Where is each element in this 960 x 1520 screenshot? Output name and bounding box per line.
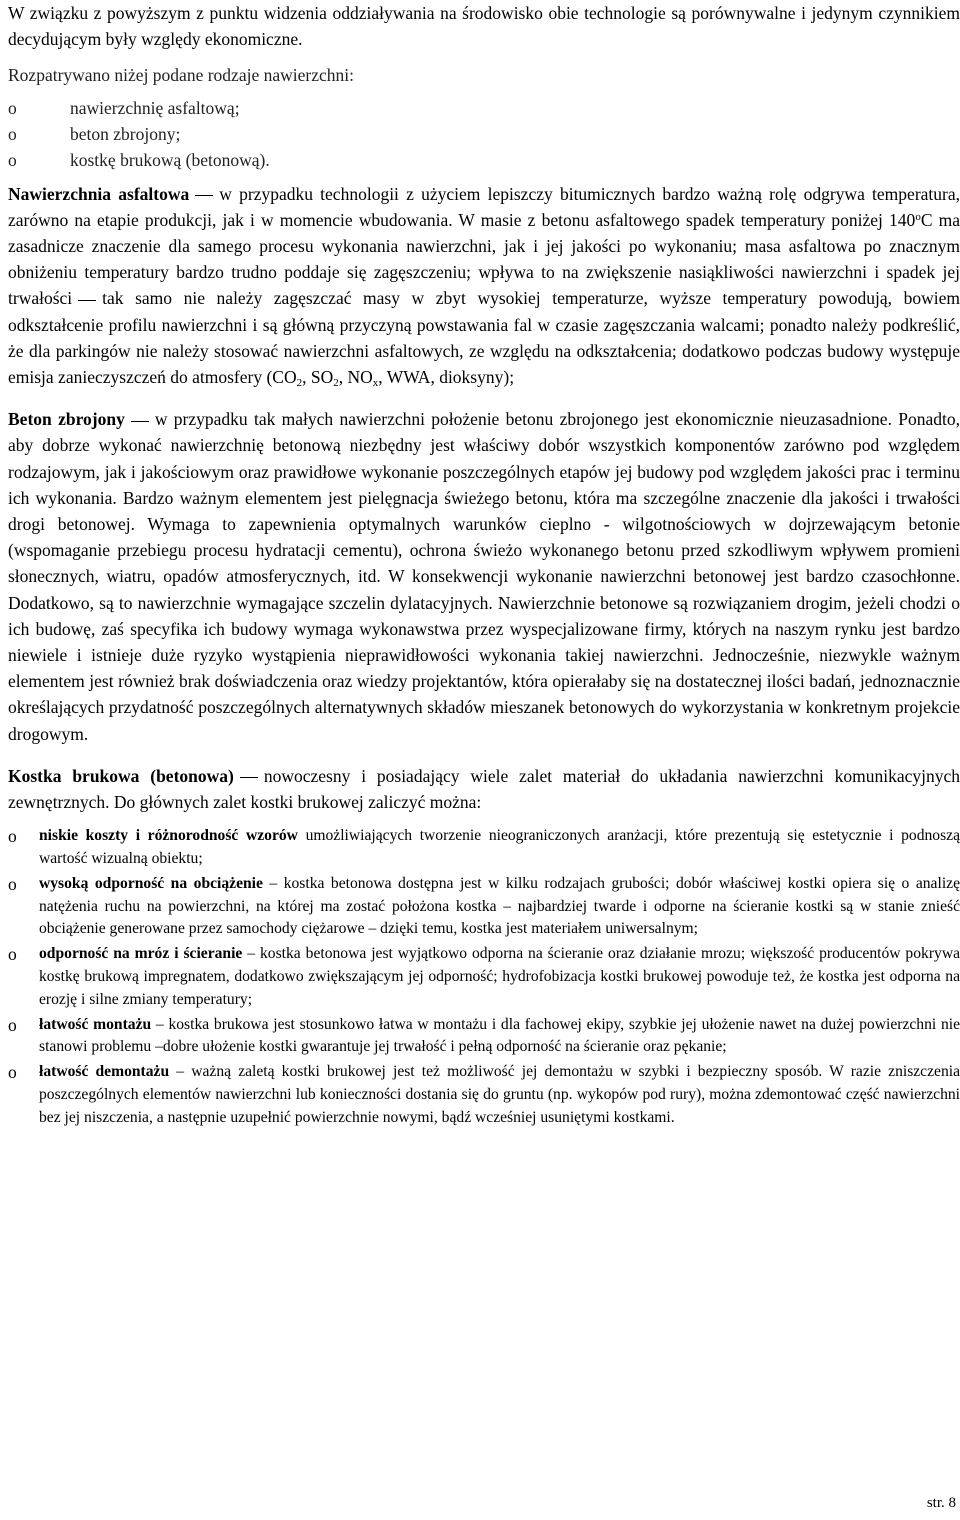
bullet-icon: o xyxy=(8,873,17,894)
surface-types-list xyxy=(8,95,960,173)
bullet-icon: o xyxy=(8,123,17,144)
asphalt-section: Nawierzchnia asfaltowa w przypadku technologii z użyciem lepiszczy bitumicznych bardzo ważną rolę odgrywa temperatura, zarówno na etapie produkcji, jak i w momencie wbudowania. W masie z betonu asfaltowego spadek temperatury poniżej 140$^o$C ma zasadnicze znaczenie dla samego procesu wykonania nawierzchni, jak i jej jakości po wykonaniu; masa asfaltowa po znacznym obniżeniu temperatury bardzo trudno poddaje się zagęszczeniu; wpływa to na zwiększenie nasiąkliwości nawierzchni i spadek jej trwałości tak samo nie należy zagęszczać masy w zbyt wysokiej temperaturze, wyższe temperatury powodują, bowiem odkształcenie profilu nawierzchni i są główną przyczyną powstawania fal w czasie zagęszczania walcami; ponadto należy podkreślić, że dla parkingów nie należy stosować nawierzchni asfaltowych, ze względu na odkształcenia; dodatkowo podczas budowy występuje emisja zanieczyszczeń do atmosfery ($CO_2$, $SO_2$, $NO_x$, WWA, dioksyny); xyxy=(8,183,960,390)
bullet-icon: o xyxy=(8,1062,17,1083)
surface-types-intro: Rozpatrywano niżej podane rodzaje nawierzchni: xyxy=(8,65,354,86)
page-number: str. 8 xyxy=(926,1495,956,1511)
dash-icon xyxy=(131,421,149,422)
document-page xyxy=(8,0,960,1132)
bullet-icon: o xyxy=(8,1014,17,1035)
list-item: o nawierzchnię asfaltową; xyxy=(8,95,960,121)
list-item: o łatwość demontażu – ważną zaletą kostki brukowej jest też możliwość jej demontażu w szybki i bezpieczny sposób. W razie zniszczenia poszczególnych elementów nawierzchni lub konieczności dostania się do gruntu (np. wykopów pod rury), można zdemontować część nawierzchni bez jej niszczenia, a następnie uzupełnić powierzchnie nowymi, bądź wcześniej usuniętymi kostkami. xyxy=(8,1062,960,1126)
concrete-section: Beton zbrojony w przypadku tak małych nawierzchni położenie betonu zbrojonego jest ekonomicznie nieuzasadnione. Ponadto, aby dobrze wykonać nawierzchnię betonową niezbędny jest właściwy dobór wszystkich komponentów zarówno pod względem rodzajowym, jak i jakościowym oraz prawidłowe wykonanie poszczególnych etapów jej budowy pod względem jakości prac i terminu ich wykonania. Bardzo ważnym elementem jest pielęgnacja świeżego betonu, która ma szczególne znaczenie dla jakości i trwałości drogi betonowej. Wymaga to zapewnienia optymalnych warunków cieplno - wilgotnościowych w dojrzewającym betonie (wspomaganie przebiegu procesu hydratacji cementu), ochrona świeżo wykonanego betonu przed szkodliwym wpływem promieni słonecznych, wiatru, opadów atmosferycznych, itd. W konsekwencji wykonanie nawierzchni betonowej jest bardzo czasochłonne. Dodatkowo, są to nawierzchnie wymagające szczelin dylatacyjnych. Nawierzchnie betonowe są rozwiązaniem drogim, jeżeli chodzi o ich budowę, zaś specyfika ich budowy wymaga wykonawstwa przez wyspecjalizowane firmy, których na naszym rynku jest bardzo niewiele i istnieje duże ryzyko wystąpienia nieprawidłowości wykonania takiej nawierzchni. Jednocześnie, niezwykle ważnym elementem jest również brak doświadczenia oraz wiedzy projektantów, która opierałaby się na dostatecznej ilości badań, jednoznacznie określających przydatność poszczególnych alternatywnych składów mieszanek betonowych do wykorzystania w konkretnym projekcie drogowym. xyxy=(8,409,960,744)
bullet-icon: o xyxy=(8,149,17,170)
list-item: o beton zbrojony; xyxy=(8,121,960,147)
bullet-icon: o xyxy=(8,97,17,118)
paving-features-list xyxy=(8,825,960,1129)
dash-icon xyxy=(240,777,258,778)
list-item: o wysoką odporność na obciążenie – kostka betonowa dostępna jest w kilku rodzajach grubości; dobór właściwej kostki opiera się o analizę natężenia ruchu na powierzchni, na której ma zostać położona kostka – najbardziej twarde i odporne na ścieranie kostki są w stanie znieść obciążenie generowane przez samochody ciężarowe – dzięki temu, kostka jest materiałem uniwersalnym; xyxy=(8,873,960,938)
paving-heading: Kostka brukowa (betonowa) xyxy=(8,765,234,786)
paving-section: Kostka brukowa (betonowa) nowoczesny i posiadający wiele zalet materiał do układania nawierzchni komunikacyjnych zewnętrznych. Do głównych zalet kostki brukowej zaliczyć można: xyxy=(8,765,960,813)
list-item: o odporność na mróz i ścieranie – kostka betonowa jest wyjątkowo odporna na ścieranie oraz działanie mrozu; większość producentów pokrywa kostkę brukową impregnatem, dodatkowo zwiększającym jej odporność; hydrofobizacja kostki brukowej powoduje też, że kostka jest odporna na erozję i silne zmiany temperatury; xyxy=(8,944,960,1008)
dash-icon xyxy=(78,300,96,301)
dash-icon xyxy=(195,195,213,196)
intro-paragraph: W związku z powyższym z punktu widzenia oddziaływania na środowisko obie technologie są porównywalne i jedynym czynnikiem decydującym były względy ekonomiczne. xyxy=(8,3,960,50)
concrete-heading: Beton zbrojony xyxy=(8,409,125,430)
bullet-icon: o xyxy=(8,826,17,847)
bullet-icon: o xyxy=(8,944,17,965)
list-item: o łatwość montażu – kostka brukowa jest stosunkowo łatwa w montażu i dla fachowej ekipy, szybkie jej ułożenie nawet na dużej powierzchni nie stanowi problemu –dobre ułożenie kostki gwarantuje jej trwałość i pełną odporność na ścieranie oraz pękanie; xyxy=(8,1014,960,1056)
asphalt-heading: Nawierzchnia asfaltowa xyxy=(8,183,190,204)
list-item: o kostkę brukową (betonową). xyxy=(8,147,960,173)
list-item: o niskie koszty i różnorodność wzorów umożliwiających tworzenie nieograniczonych aranżacji, które prezentują się estetycznie i podnoszą wartość wizualną obiektu; xyxy=(8,826,960,868)
